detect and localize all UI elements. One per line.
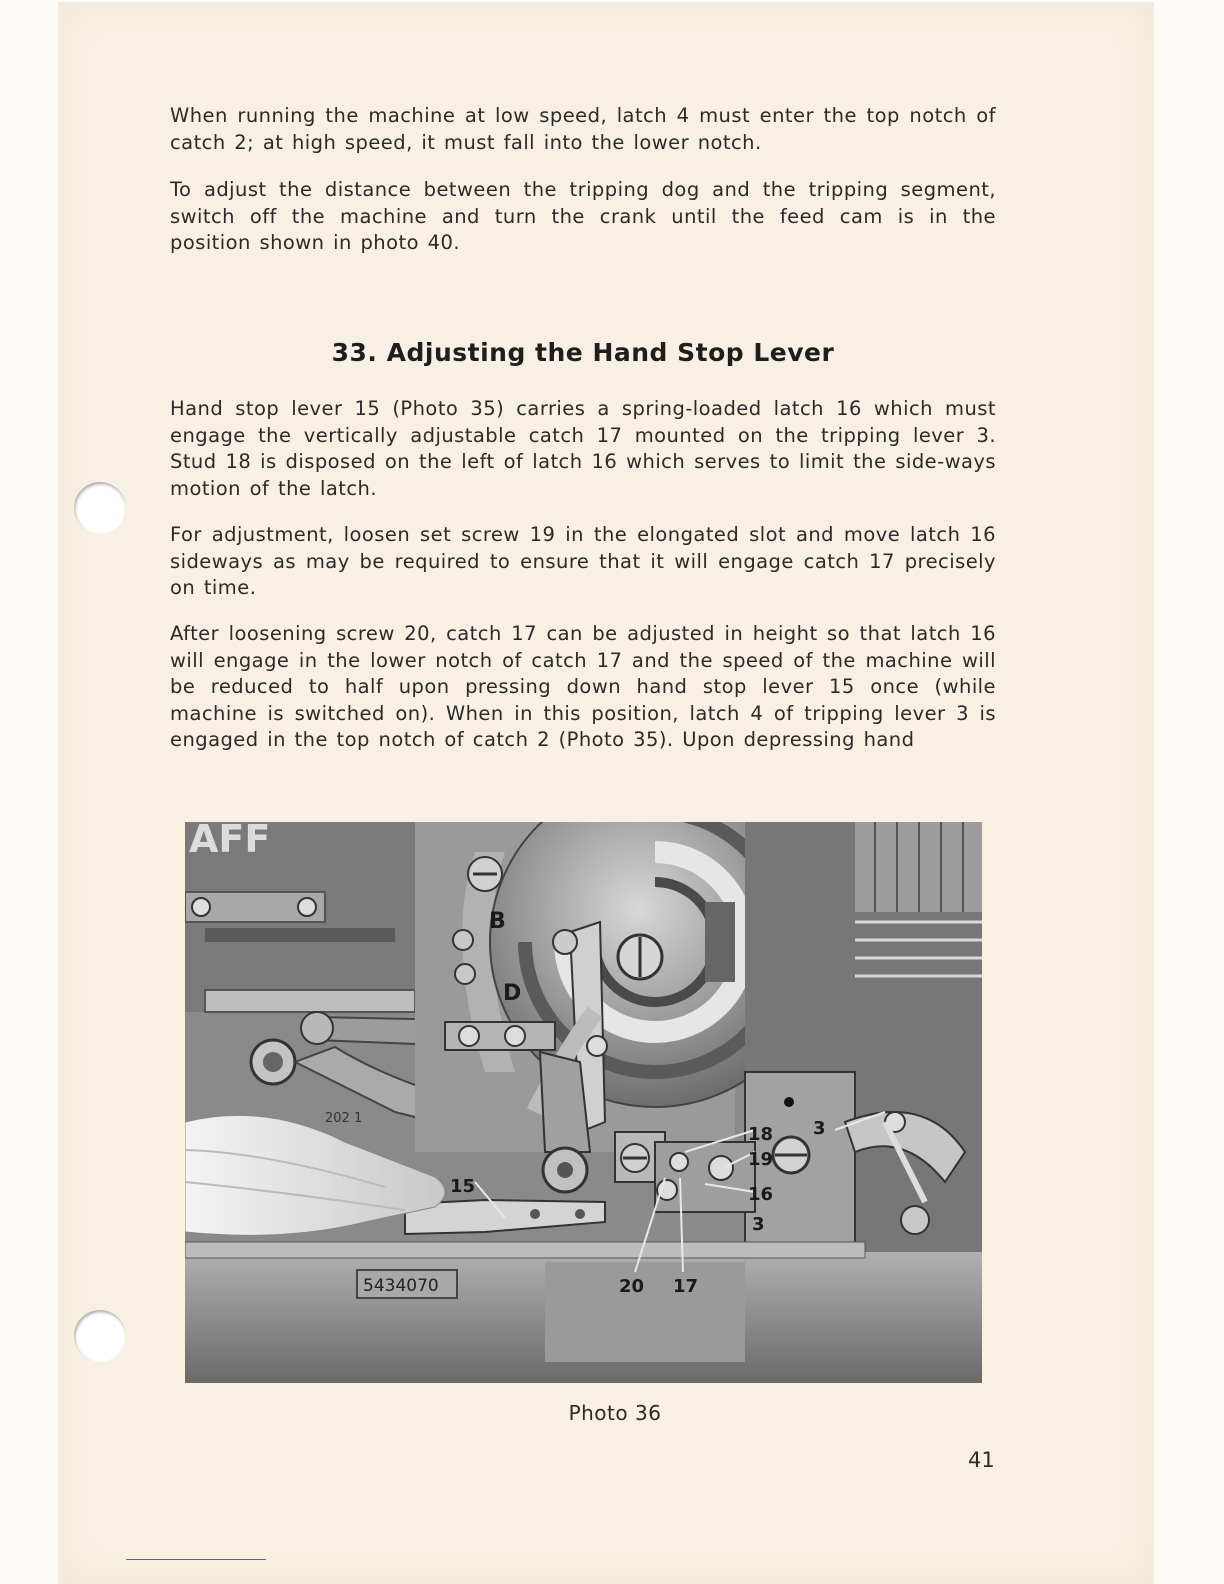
paragraph-hand-stop-lever: Hand stop lever 15 (Photo 35) carries a spring-loaded latch 16 which must engage the vertically adjustable catch 17 mounted on the tripping lever 3. Stud 18 is disposed on the left of latch 16 which serves to limit the side-ways motion of the latch. (170, 397, 996, 500)
bottom-rule (126, 1559, 266, 1560)
label-17: 17 (673, 1276, 699, 1297)
section-heading: 33. Adjusting the Hand Stop Lever (331, 338, 835, 367)
page-number: 41 (968, 1448, 995, 1472)
screw-icon (192, 898, 210, 916)
label-3-lower: 3 (752, 1214, 765, 1235)
serial-plate: 5434070 (363, 1276, 439, 1296)
machine-photo (185, 822, 982, 1383)
label-16: 16 (748, 1184, 774, 1205)
label-b: B (489, 909, 506, 934)
label-3-upper: 3 (813, 1118, 826, 1139)
label-19: 19 (748, 1149, 774, 1170)
paragraph-adjustment: For adjustment, loosen set screw 19 in the elongated slot and move latch 16 sideways as may be required to ensure that it will engage catch 17 precisely on time. (170, 523, 996, 599)
label-20: 20 (619, 1276, 645, 1297)
machine-illustration (185, 822, 982, 1383)
part-number: 202 1 (325, 1111, 363, 1126)
punch-hole-top (74, 482, 126, 534)
photo-caption: Photo 36 (568, 1401, 662, 1425)
brand-fragment: AFF (189, 822, 271, 861)
paragraph-low-speed-latch: When running the machine at low speed, latch 4 must enter the top notch of catch 2; at high speed, it must fall into the lower notch. (170, 104, 996, 154)
paragraph-catch-height: After loosening screw 20, catch 17 can be adjusted in height so that latch 16 will engage in the lower notch of catch 17 and the speed of the machine will be reduced to half upon pressing down hand stop lever 15 once (while machine is switched on). When in this position, latch 4 of tripping lever 3 is engaged in the top notch of catch 2 (Photo 35). Upon depressing hand (170, 622, 996, 751)
label-15: 15 (450, 1176, 476, 1197)
label-d: D (503, 981, 522, 1006)
label-18: 18 (748, 1124, 774, 1145)
screw-icon (298, 898, 316, 916)
paragraph-tripping-distance: To adjust the distance between the tripping dog and the tripping segment, switch off the machine and turn the crank until the feed cam is in the position shown in photo 40. (170, 178, 996, 254)
punch-hole-bottom (74, 1310, 126, 1362)
